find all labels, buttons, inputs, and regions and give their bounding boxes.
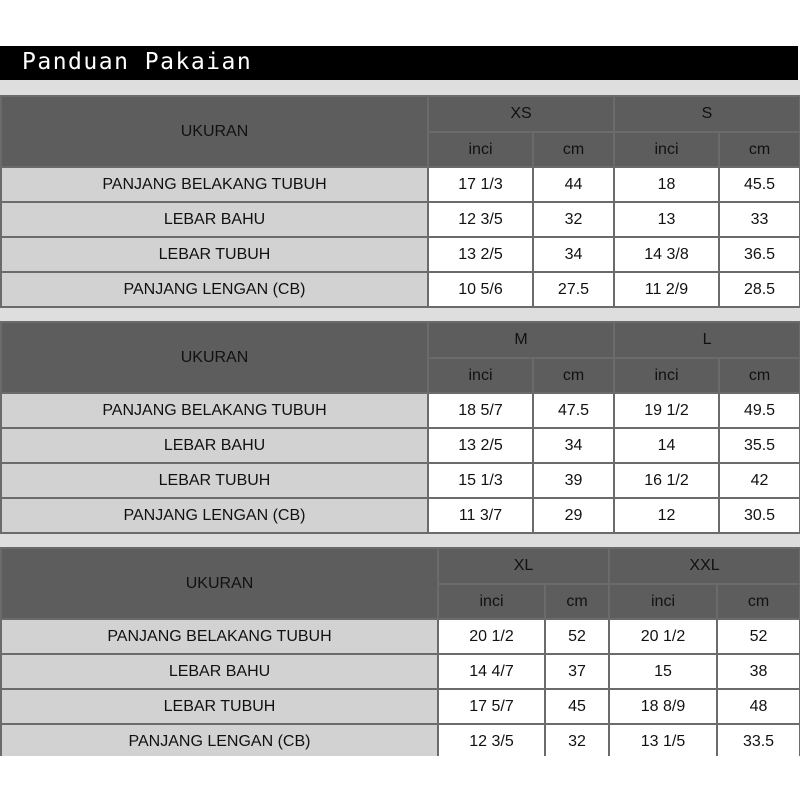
ukuran-header: UKURAN (1, 322, 428, 393)
size-header: S (614, 96, 800, 132)
value-cm: 34 (533, 428, 614, 463)
measure-label: LEBAR BAHU (1, 654, 438, 689)
measure-label: LEBAR TUBUH (1, 463, 428, 498)
value-cm: 44 (533, 167, 614, 202)
value-cm: 45 (545, 689, 609, 724)
value-inch: 14 (614, 428, 719, 463)
unit-header: inci (614, 132, 719, 167)
value-cm: 28.5 (719, 272, 800, 307)
measure-label: PANJANG LENGAN (CB) (1, 724, 438, 759)
unit-header: cm (545, 584, 609, 619)
value-cm: 36.5 (719, 237, 800, 272)
measure-label: PANJANG BELAKANG TUBUH (1, 393, 428, 428)
table-row (1, 619, 800, 654)
value-inch: 13 2/5 (428, 428, 533, 463)
unit-header: cm (533, 358, 614, 393)
size-table-m-l (0, 321, 800, 534)
value-inch: 16 1/2 (614, 463, 719, 498)
gap-strip (0, 306, 800, 321)
size-table-xs-s (0, 95, 800, 308)
value-inch: 12 (614, 498, 719, 533)
value-cm: 52 (545, 619, 609, 654)
unit-header: cm (717, 584, 800, 619)
table-row (1, 724, 800, 759)
size-header: XL (438, 548, 609, 584)
gap-strip (0, 532, 800, 547)
size-header: XXL (609, 548, 800, 584)
value-cm: 47.5 (533, 393, 614, 428)
value-cm: 33.5 (717, 724, 800, 759)
unit-header: cm (719, 132, 800, 167)
value-inch: 12 3/5 (438, 724, 545, 759)
size-header: M (428, 322, 614, 358)
value-inch: 14 4/7 (438, 654, 545, 689)
ukuran-header: UKURAN (1, 548, 438, 619)
value-inch: 17 5/7 (438, 689, 545, 724)
table-row (1, 428, 800, 463)
value-inch: 11 3/7 (428, 498, 533, 533)
value-inch: 18 5/7 (428, 393, 533, 428)
measure-label: LEBAR BAHU (1, 202, 428, 237)
value-cm: 32 (533, 202, 614, 237)
value-cm: 49.5 (719, 393, 800, 428)
value-cm: 30.5 (719, 498, 800, 533)
measure-label: PANJANG BELAKANG TUBUH (1, 167, 428, 202)
value-cm: 42 (719, 463, 800, 498)
table-row (1, 689, 800, 724)
unit-header: inci (438, 584, 545, 619)
table-row (1, 237, 800, 272)
ukuran-header: UKURAN (1, 96, 428, 167)
title-bar (0, 46, 798, 80)
value-cm: 52 (717, 619, 800, 654)
value-cm: 34 (533, 237, 614, 272)
table-row (1, 498, 800, 533)
value-inch: 13 2/5 (428, 237, 533, 272)
value-inch: 13 (614, 202, 719, 237)
value-cm: 29 (533, 498, 614, 533)
value-inch: 11 2/9 (614, 272, 719, 307)
value-cm: 45.5 (719, 167, 800, 202)
measure-label: LEBAR TUBUH (1, 237, 428, 272)
gap-strip (0, 80, 800, 96)
value-cm: 33 (719, 202, 800, 237)
value-cm: 37 (545, 654, 609, 689)
table-row (1, 654, 800, 689)
value-inch: 18 8/9 (609, 689, 717, 724)
table-row (1, 272, 800, 307)
unit-header: inci (614, 358, 719, 393)
table-row (1, 202, 800, 237)
unit-header: inci (428, 132, 533, 167)
unit-header: cm (719, 358, 800, 393)
value-inch: 20 1/2 (609, 619, 717, 654)
unit-header: inci (428, 358, 533, 393)
value-inch: 20 1/2 (438, 619, 545, 654)
bottom-margin (0, 756, 800, 800)
value-inch: 14 3/8 (614, 237, 719, 272)
measure-label: PANJANG LENGAN (CB) (1, 272, 428, 307)
table-row (1, 393, 800, 428)
value-inch: 10 5/6 (428, 272, 533, 307)
unit-header: inci (609, 584, 717, 619)
size-header: L (614, 322, 800, 358)
value-inch: 19 1/2 (614, 393, 719, 428)
value-inch: 18 (614, 167, 719, 202)
value-inch: 17 1/3 (428, 167, 533, 202)
size-table-xl-xxl (0, 547, 800, 760)
page-title: Panduan Pakaian (22, 49, 253, 75)
value-inch: 15 1/3 (428, 463, 533, 498)
table-row (1, 463, 800, 498)
unit-header: cm (533, 132, 614, 167)
value-cm: 39 (533, 463, 614, 498)
value-inch: 12 3/5 (428, 202, 533, 237)
measure-label: PANJANG LENGAN (CB) (1, 498, 428, 533)
value-inch: 13 1/5 (609, 724, 717, 759)
value-inch: 15 (609, 654, 717, 689)
value-cm: 35.5 (719, 428, 800, 463)
size-header: XS (428, 96, 614, 132)
measure-label: LEBAR BAHU (1, 428, 428, 463)
value-cm: 32 (545, 724, 609, 759)
table-row (1, 167, 800, 202)
measure-label: LEBAR TUBUH (1, 689, 438, 724)
value-cm: 48 (717, 689, 800, 724)
measure-label: PANJANG BELAKANG TUBUH (1, 619, 438, 654)
value-cm: 38 (717, 654, 800, 689)
value-cm: 27.5 (533, 272, 614, 307)
